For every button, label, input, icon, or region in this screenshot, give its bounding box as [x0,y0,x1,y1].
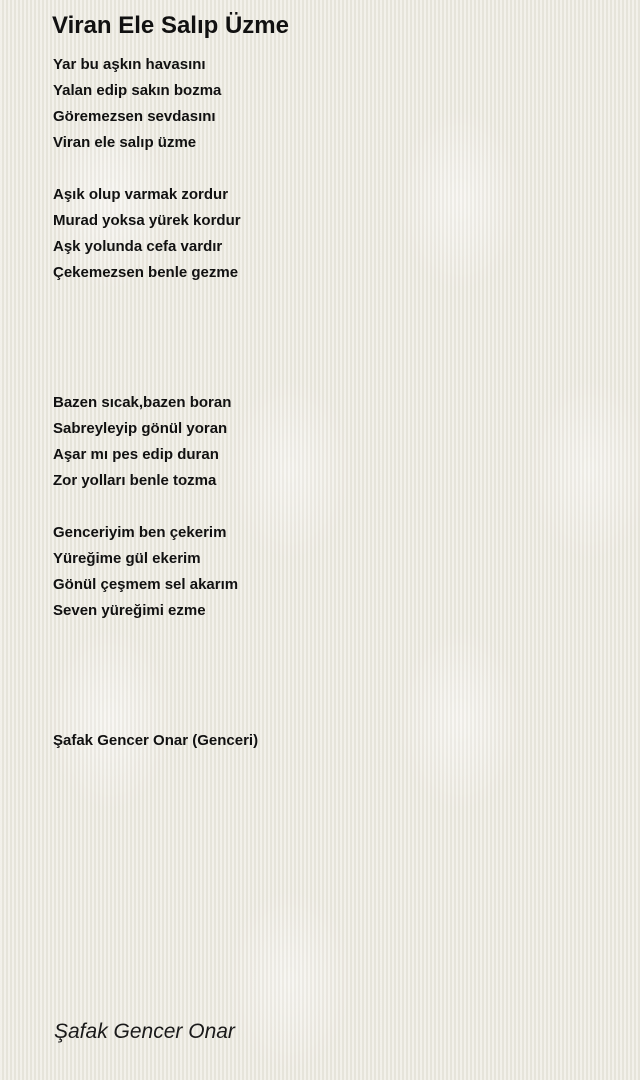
poem-body [53,52,613,754]
stanza-4 [53,520,613,624]
poem-line: Zor yolları benle tozma [53,472,217,489]
poem-line: Aşk yolunda cefa vardır [53,238,223,255]
poem-line: Aşık olup varmak zordur [53,186,229,203]
poem-byline: Şafak Gencer Onar (Genceri) [53,732,259,749]
poem-title: Viran Ele Salıp Üzme [52,12,289,39]
stanza-1 [53,52,613,156]
poem-line: Yar bu aşkın havasını [53,56,206,73]
poem-line: Viran ele salıp üzme [53,134,197,151]
poem-line: Göremezsen sevdasını [53,108,216,125]
poem-line: Murad yoksa yürek kordur [53,212,241,229]
poem-line: Genceriyim ben çekerim [53,524,227,541]
poem-line: Gönül çeşmem sel akarım [53,576,239,593]
author-signature: Şafak Gencer Onar [54,1020,235,1043]
stanza-spacer [53,156,613,182]
poem-line: Sabreyleyip gönül yoran [53,420,228,437]
poem-line: Seven yüreğimi ezme [53,602,206,619]
poem-line: Bazen sıcak,bazen boran [53,394,232,411]
poem-line: Çekemezsen benle gezme [53,264,239,281]
section-spacer [53,624,613,728]
stanza-spacer [53,494,613,520]
poem-line: Yalan edip sakın bozma [53,82,222,99]
poem-line: Aşar mı pes edip duran [53,446,219,463]
poem-line: Yüreğime gül ekerim [53,550,201,567]
stanza-3 [53,390,613,494]
stanza-2 [53,182,613,286]
section-spacer [53,286,613,390]
